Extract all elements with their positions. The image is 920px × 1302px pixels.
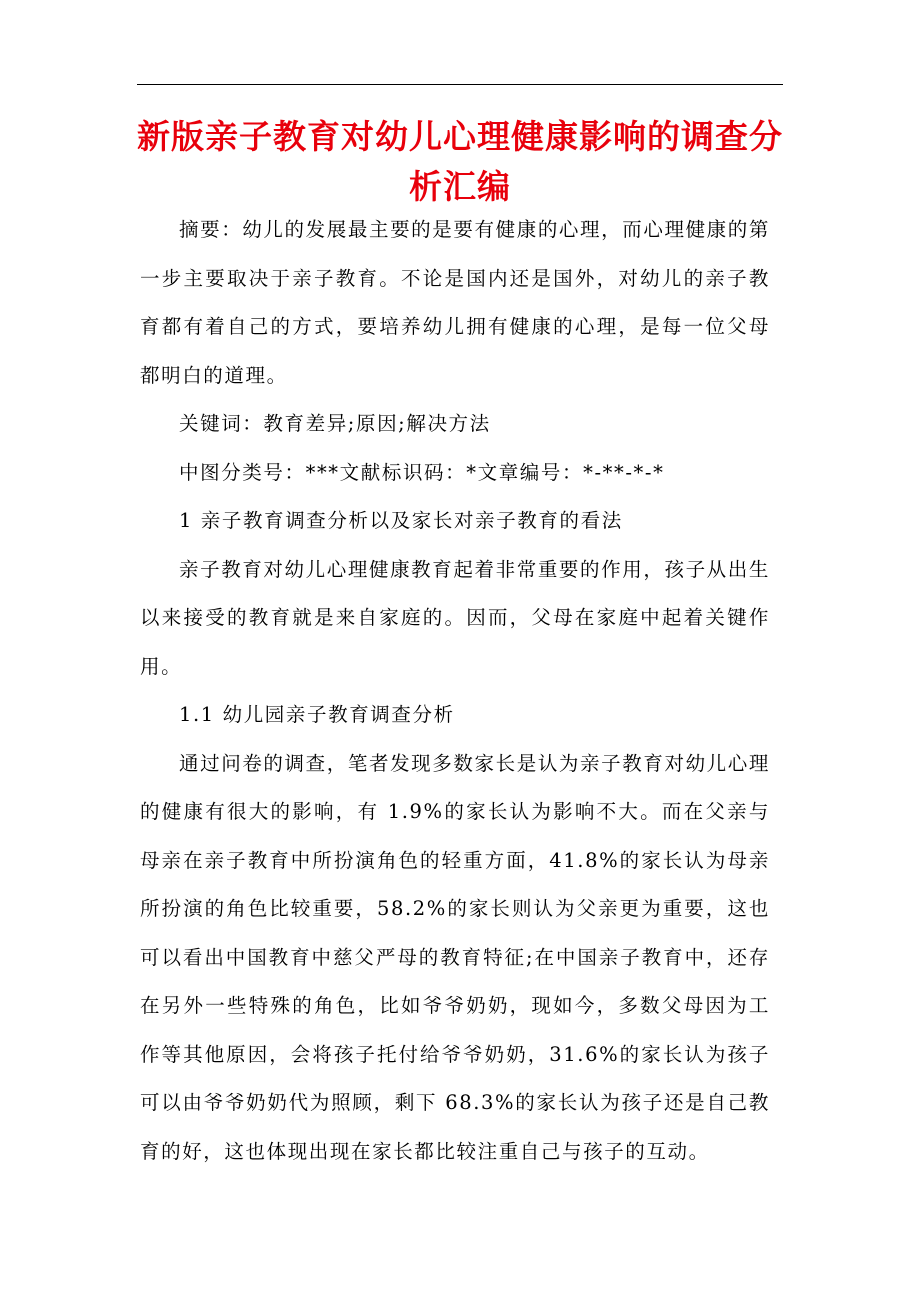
classification-line: 中图分类号：***文献标识码：*文章编号：*-**-*-* — [179, 460, 665, 484]
header-rule — [137, 84, 783, 85]
section-1-1-heading: 1.1 幼儿园亲子教育调查分析 — [179, 703, 455, 726]
section-1-1-paragraph: 通过问卷的调查，笔者发现多数家长是认为亲子教育对幼儿心理的健康有很大的影响，有 1.9%的家长认为影响不大。而在父亲与母亲在亲子教育中所扮演角色的轻重方面，41.8%的家长认为母亲所扮演的角色比较重要，58.2%的家长则认为父亲更为重要，这也可以看出中国教育中慈父严母的教育特征;在中国亲子教育中，还存在另外一些特殊的角色，比如爷爷奶奶，现如今，多数父母因为工作等其他原因，会将孩子托付给爷爷奶奶，31.6%的家长认为孩子可以由爷爷奶奶代为照顾，剩下 68.3%的家长认为孩子还是自己教育的好，这也体现出现在家长都比较注重自己与孩子的互动。 — [140, 751, 770, 1163]
section-1-heading: 1 亲子教育调查分析以及家长对亲子教育的看法 — [179, 509, 623, 532]
document-body — [140, 206, 770, 1176]
keywords-line: 关键词：教育差异;原因;解决方法 — [179, 412, 491, 435]
section-1-paragraph: 亲子教育对幼儿心理健康教育起着非常重要的作用，孩子从出生以来接受的教育就是来自家庭的。因而，父母在家庭中起着关键作用。 — [140, 557, 770, 678]
document-title: 新版亲子教育对幼儿心理健康影响的调查分析汇编 — [137, 117, 783, 206]
abstract-paragraph: 摘要：幼儿的发展最主要的是要有健康的心理，而心理健康的第一步主要取决于亲子教育。不论是国内还是国外，对幼儿的亲子教育都有着自己的方式，要培养幼儿拥有健康的心理，是每一位父母都明白的道理。 — [140, 218, 770, 387]
